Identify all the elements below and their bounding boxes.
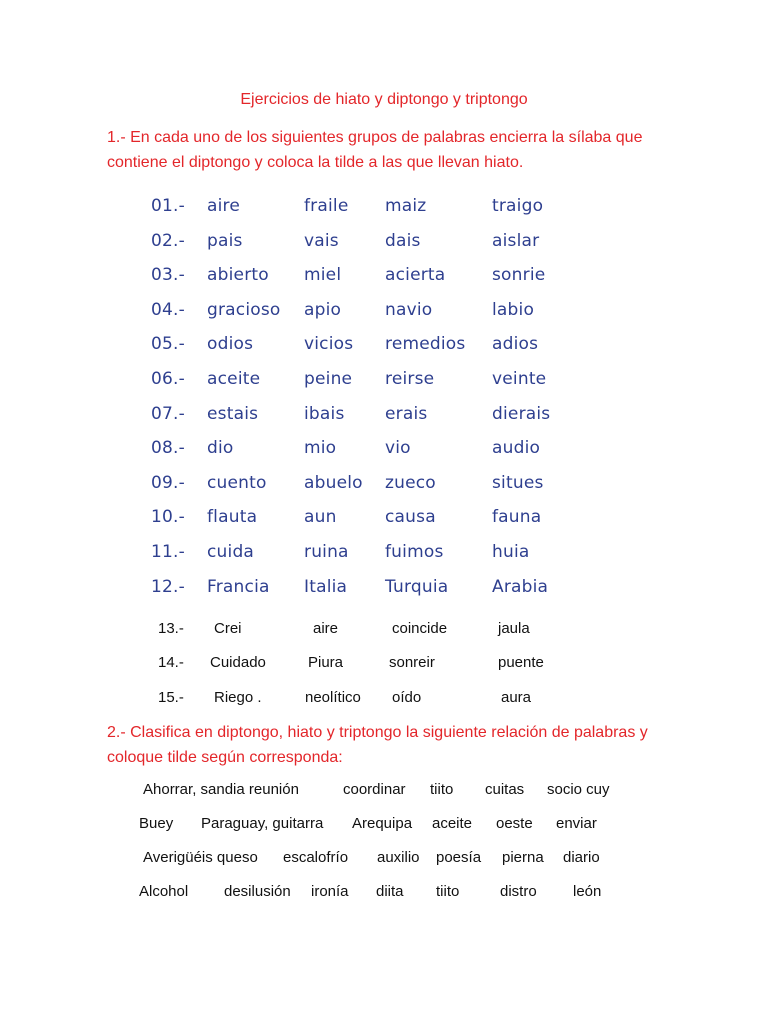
row-number: 06.- — [151, 369, 185, 389]
word: sonreir — [389, 654, 435, 671]
exercise-2-instruction: 2.- Clasifica en diptongo, hiato y triptongo la siguiente relación de palabras y coloque tilde según corresponda: — [107, 724, 648, 766]
word: Ahorrar, sandia reunión — [143, 781, 299, 798]
row-number: 03.- — [151, 265, 185, 286]
word: león — [573, 883, 602, 900]
word: pierna — [502, 849, 544, 866]
table-cell: acierta — [385, 265, 446, 286]
word: diario — [563, 849, 600, 866]
table-cell: adios — [492, 334, 539, 355]
word: Averigüéis queso — [143, 849, 258, 866]
table-cell: Francia — [207, 576, 270, 597]
word: Cuidado — [210, 654, 266, 671]
word-line — [0, 849, 768, 871]
table-cell: aceite — [207, 369, 261, 389]
table-cell: flauta — [207, 507, 258, 528]
table-cell: cuento — [207, 472, 267, 493]
word: Arequipa — [352, 815, 413, 832]
table-cell: abuelo — [304, 472, 363, 493]
table-cell: audio — [492, 438, 541, 459]
word: diita — [376, 883, 404, 900]
word: neolítico — [305, 689, 361, 706]
table-cell: gracioso — [207, 299, 281, 320]
word-line — [0, 815, 768, 837]
table-cell: situes — [492, 472, 544, 493]
word: escalofrío — [283, 849, 349, 866]
word: puente — [498, 654, 544, 671]
table-cell: Italia — [304, 576, 348, 597]
row-number: 05.- — [151, 334, 185, 355]
word: oeste — [496, 815, 533, 832]
word: tiito — [436, 883, 460, 900]
row-number: 13.- — [158, 620, 184, 637]
word: socio cuy — [547, 781, 610, 798]
word-line — [0, 781, 768, 803]
table-cell: veinte — [492, 369, 547, 389]
word: Alcohol — [139, 883, 189, 900]
table-cell: reirse — [385, 369, 435, 389]
row-number: 10.- — [151, 507, 185, 528]
table-cell: vio — [385, 438, 411, 459]
word: oído — [392, 689, 422, 706]
word: enviar — [556, 815, 597, 832]
table-cell: fuimos — [385, 542, 444, 562]
table-cell: remedios — [385, 334, 466, 355]
row-number: 12.- — [151, 576, 185, 597]
table-cell: apio — [304, 299, 342, 320]
table-cell: huia — [492, 542, 530, 562]
table-cell: zueco — [385, 472, 436, 493]
table-cell: Arabia — [492, 576, 549, 597]
word: coincide — [392, 620, 448, 637]
row-number: 14.- — [158, 654, 184, 671]
table-cell: Turquia — [385, 576, 449, 597]
word: Riego . — [214, 689, 262, 706]
table-cell: causa — [385, 507, 436, 528]
word: Piura — [308, 654, 344, 671]
table-cell: odios — [207, 334, 254, 355]
row-number: 07.- — [151, 403, 185, 424]
row-number: 11.- — [151, 542, 185, 562]
table-cell: dio — [207, 438, 234, 459]
table-cell: fraile — [304, 196, 349, 216]
exercise-1-instruction: 1.- En cada uno de los siguientes grupos de palabras encierra la sílaba que contiene el diptongo y coloca la tilde a las que llevan hiato. — [107, 129, 643, 171]
table-cell: ruina — [304, 542, 349, 562]
table-cell: labio — [492, 299, 535, 320]
word: coordinar — [343, 781, 406, 798]
table-cell: dais — [385, 230, 421, 251]
table-cell: maiz — [385, 196, 427, 216]
table-cell: aun — [304, 507, 337, 528]
word: auxilio — [377, 849, 420, 866]
word: aire — [313, 620, 339, 637]
table-cell: peine — [304, 369, 353, 389]
word: Paraguay, guitarra — [201, 815, 324, 832]
word-line — [0, 883, 768, 905]
table-cell: estais — [207, 403, 259, 424]
word: distro — [500, 883, 537, 900]
table-cell: cuida — [207, 542, 255, 562]
list-item — [0, 654, 768, 676]
word: poesía — [436, 849, 482, 866]
row-number: 08.- — [151, 438, 185, 459]
word: jaula — [498, 620, 530, 637]
page-title: Ejercicios de hiato y diptongo y triptongo — [240, 91, 528, 108]
table-cell: aire — [207, 196, 241, 216]
word: Crei — [214, 620, 242, 637]
table-cell: erais — [385, 403, 428, 424]
table-cell: vicios — [304, 334, 354, 355]
word: aura — [501, 689, 532, 706]
table-cell: sonrie — [492, 265, 546, 286]
word: aceite — [432, 815, 473, 832]
word: tiito — [430, 781, 454, 798]
table-cell: dierais — [492, 403, 551, 424]
word: cuitas — [485, 781, 525, 798]
table-cell: pais — [207, 230, 243, 251]
table-cell: abierto — [207, 265, 269, 286]
table-cell: ibais — [304, 403, 345, 424]
word: desilusión — [224, 883, 291, 900]
list-item — [0, 689, 768, 711]
table-cell: navio — [385, 299, 433, 320]
row-number: 15.- — [158, 689, 184, 706]
table-cell: aislar — [492, 230, 540, 251]
row-number: 04.- — [151, 299, 185, 320]
table-cell: vais — [304, 230, 339, 251]
row-number: 01.- — [151, 196, 185, 216]
table-cell: miel — [304, 265, 342, 286]
table-cell: traigo — [492, 196, 544, 216]
word: Buey — [139, 815, 174, 832]
table-cell: mio — [304, 438, 337, 459]
list-item — [0, 620, 768, 642]
table-cell: fauna — [492, 507, 542, 528]
row-number: 02.- — [151, 230, 185, 251]
word: ironía — [311, 883, 349, 900]
row-number: 09.- — [151, 472, 185, 493]
word-table-image — [145, 190, 565, 605]
